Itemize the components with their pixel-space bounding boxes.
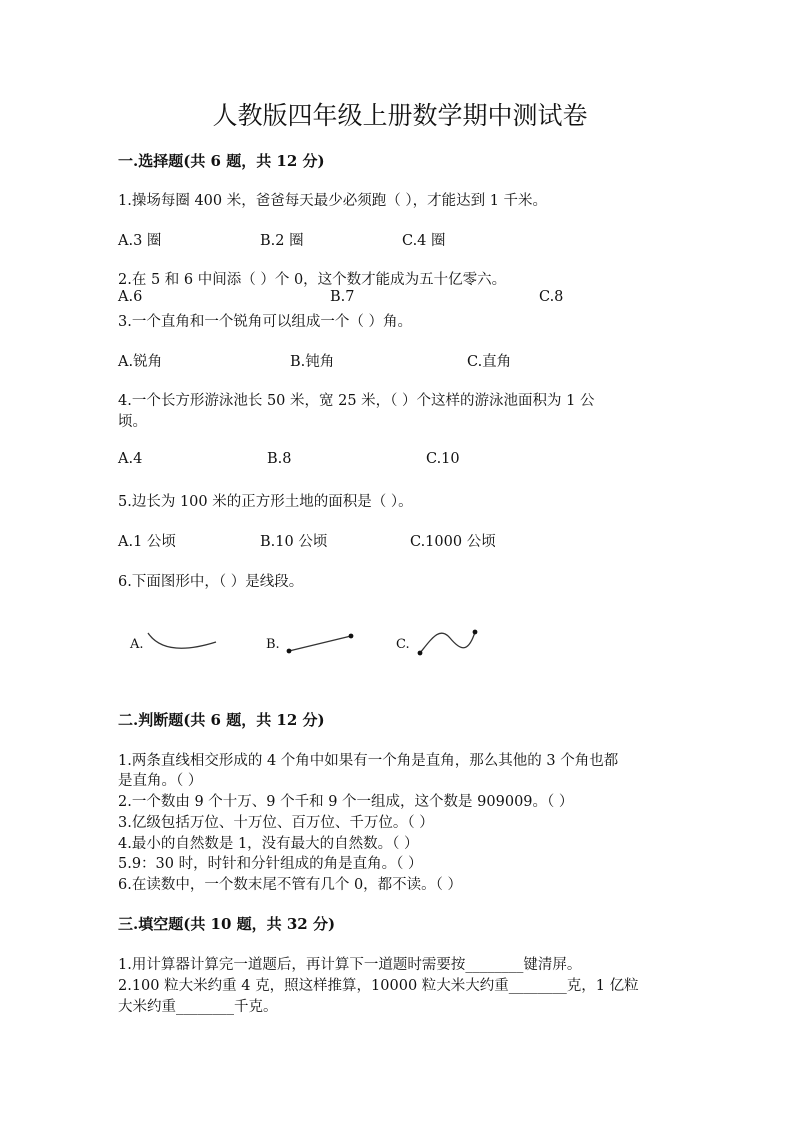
q1-4-option-b: B.8 [267,451,292,467]
question-3-2-line1: 2.100 粒大米约重 4 克，照这样推算，10000 粒大米大约重________克，1 亿粒 [118,978,639,994]
question-2-2: 2.一个数由 9 个十万、9 个千和 9 个一组成，这个数是 909009。（ ） [118,794,574,810]
segment-b-shape [289,636,351,651]
q1-5-option-c: C.1000 公顷 [410,534,496,550]
q1-2-option-b: B.7 [330,289,355,305]
q1-3-option-c: C.直角 [467,354,512,370]
question-1-4-line2: 顷。 [118,414,147,430]
question-3-2-line2: 大米约重________千克。 [118,999,278,1015]
question-1-3: 3.一个直角和一个锐角可以组成一个（ ）角。 [118,314,412,330]
curve-a-shape [148,633,216,648]
q1-5-option-b: B.10 公顷 [260,534,328,550]
curve-c-shape [420,632,475,653]
question-2-6: 6.在读数中，一个数末尾不管有几个 0，都不读。（ ） [118,877,463,893]
q1-4-option-a: A.4 [118,451,143,467]
q1-1-option-a: A.3 圈 [118,233,162,249]
line-segment-figure [110,618,510,668]
segment-b-endpoint-left [287,649,292,654]
segment-b-endpoint-right [349,634,354,639]
question-2-1-line1: 1.两条直线相交形成的 4 个角中如果有一个角是直角，那么其他的 3 个角也都 [118,753,619,769]
q1-3-option-a: A.锐角 [118,354,163,370]
figure-label-b: B. [266,637,280,652]
question-1-4-line1: 4.一个长方形游泳池长 50 米，宽 25 米，（ ）个这样的游泳池面积为 1 公 [118,393,595,409]
question-2-5: 5.9：30 时，时针和分针组成的角是直角。（ ） [118,856,423,872]
question-3-1: 1.用计算器计算完一道题后，再计算下一道题时需要按________键清屏。 [118,957,582,973]
question-1-1: 1.操场每圈 400 米，爸爸每天最少必须跑（ ），才能达到 1 千米。 [118,193,548,209]
q1-5-option-a: A.1 公顷 [118,534,176,550]
question-2-3: 3.亿级包括万位、十万位、百万位、千万位。（ ） [118,815,434,831]
figure-label-a: A. [130,637,144,652]
figure-label-c: C. [396,637,410,652]
q1-3-option-b: B.钝角 [290,354,335,370]
curve-c-endpoint-right [473,630,478,635]
question-2-4: 4.最小的自然数是 1，没有最大的自然数。（ ） [118,836,419,852]
question-1-6: 6.下面图形中，（ ）是线段。 [118,574,304,590]
question-1-5: 5.边长为 100 米的正方形土地的面积是（ ）。 [118,494,413,510]
section-heading-judgment: 二.判断题(共 6 题，共 12 分) [118,711,325,729]
section-heading-choice: 一.选择题(共 6 题，共 12 分) [118,152,325,170]
q1-2-option-a: A.6 [118,289,143,305]
q1-2-option-c: C.8 [539,289,564,305]
q1-1-option-c: C.4 圈 [402,233,446,249]
question-1-2: 2.在 5 和 6 中间添（ ）个 0，这个数才能成为五十亿零六。 [118,272,507,288]
page-title: 人教版四年级上册数学期中测试卷 [212,101,588,130]
q1-1-option-b: B.2 圈 [260,233,304,249]
curve-c-endpoint-left [418,651,423,656]
question-2-1-line2: 是直角。（ ） [118,773,203,789]
q1-4-option-c: C.10 [426,451,460,467]
section-heading-fill-blank: 三.填空题(共 10 题，共 32 分) [118,915,336,933]
